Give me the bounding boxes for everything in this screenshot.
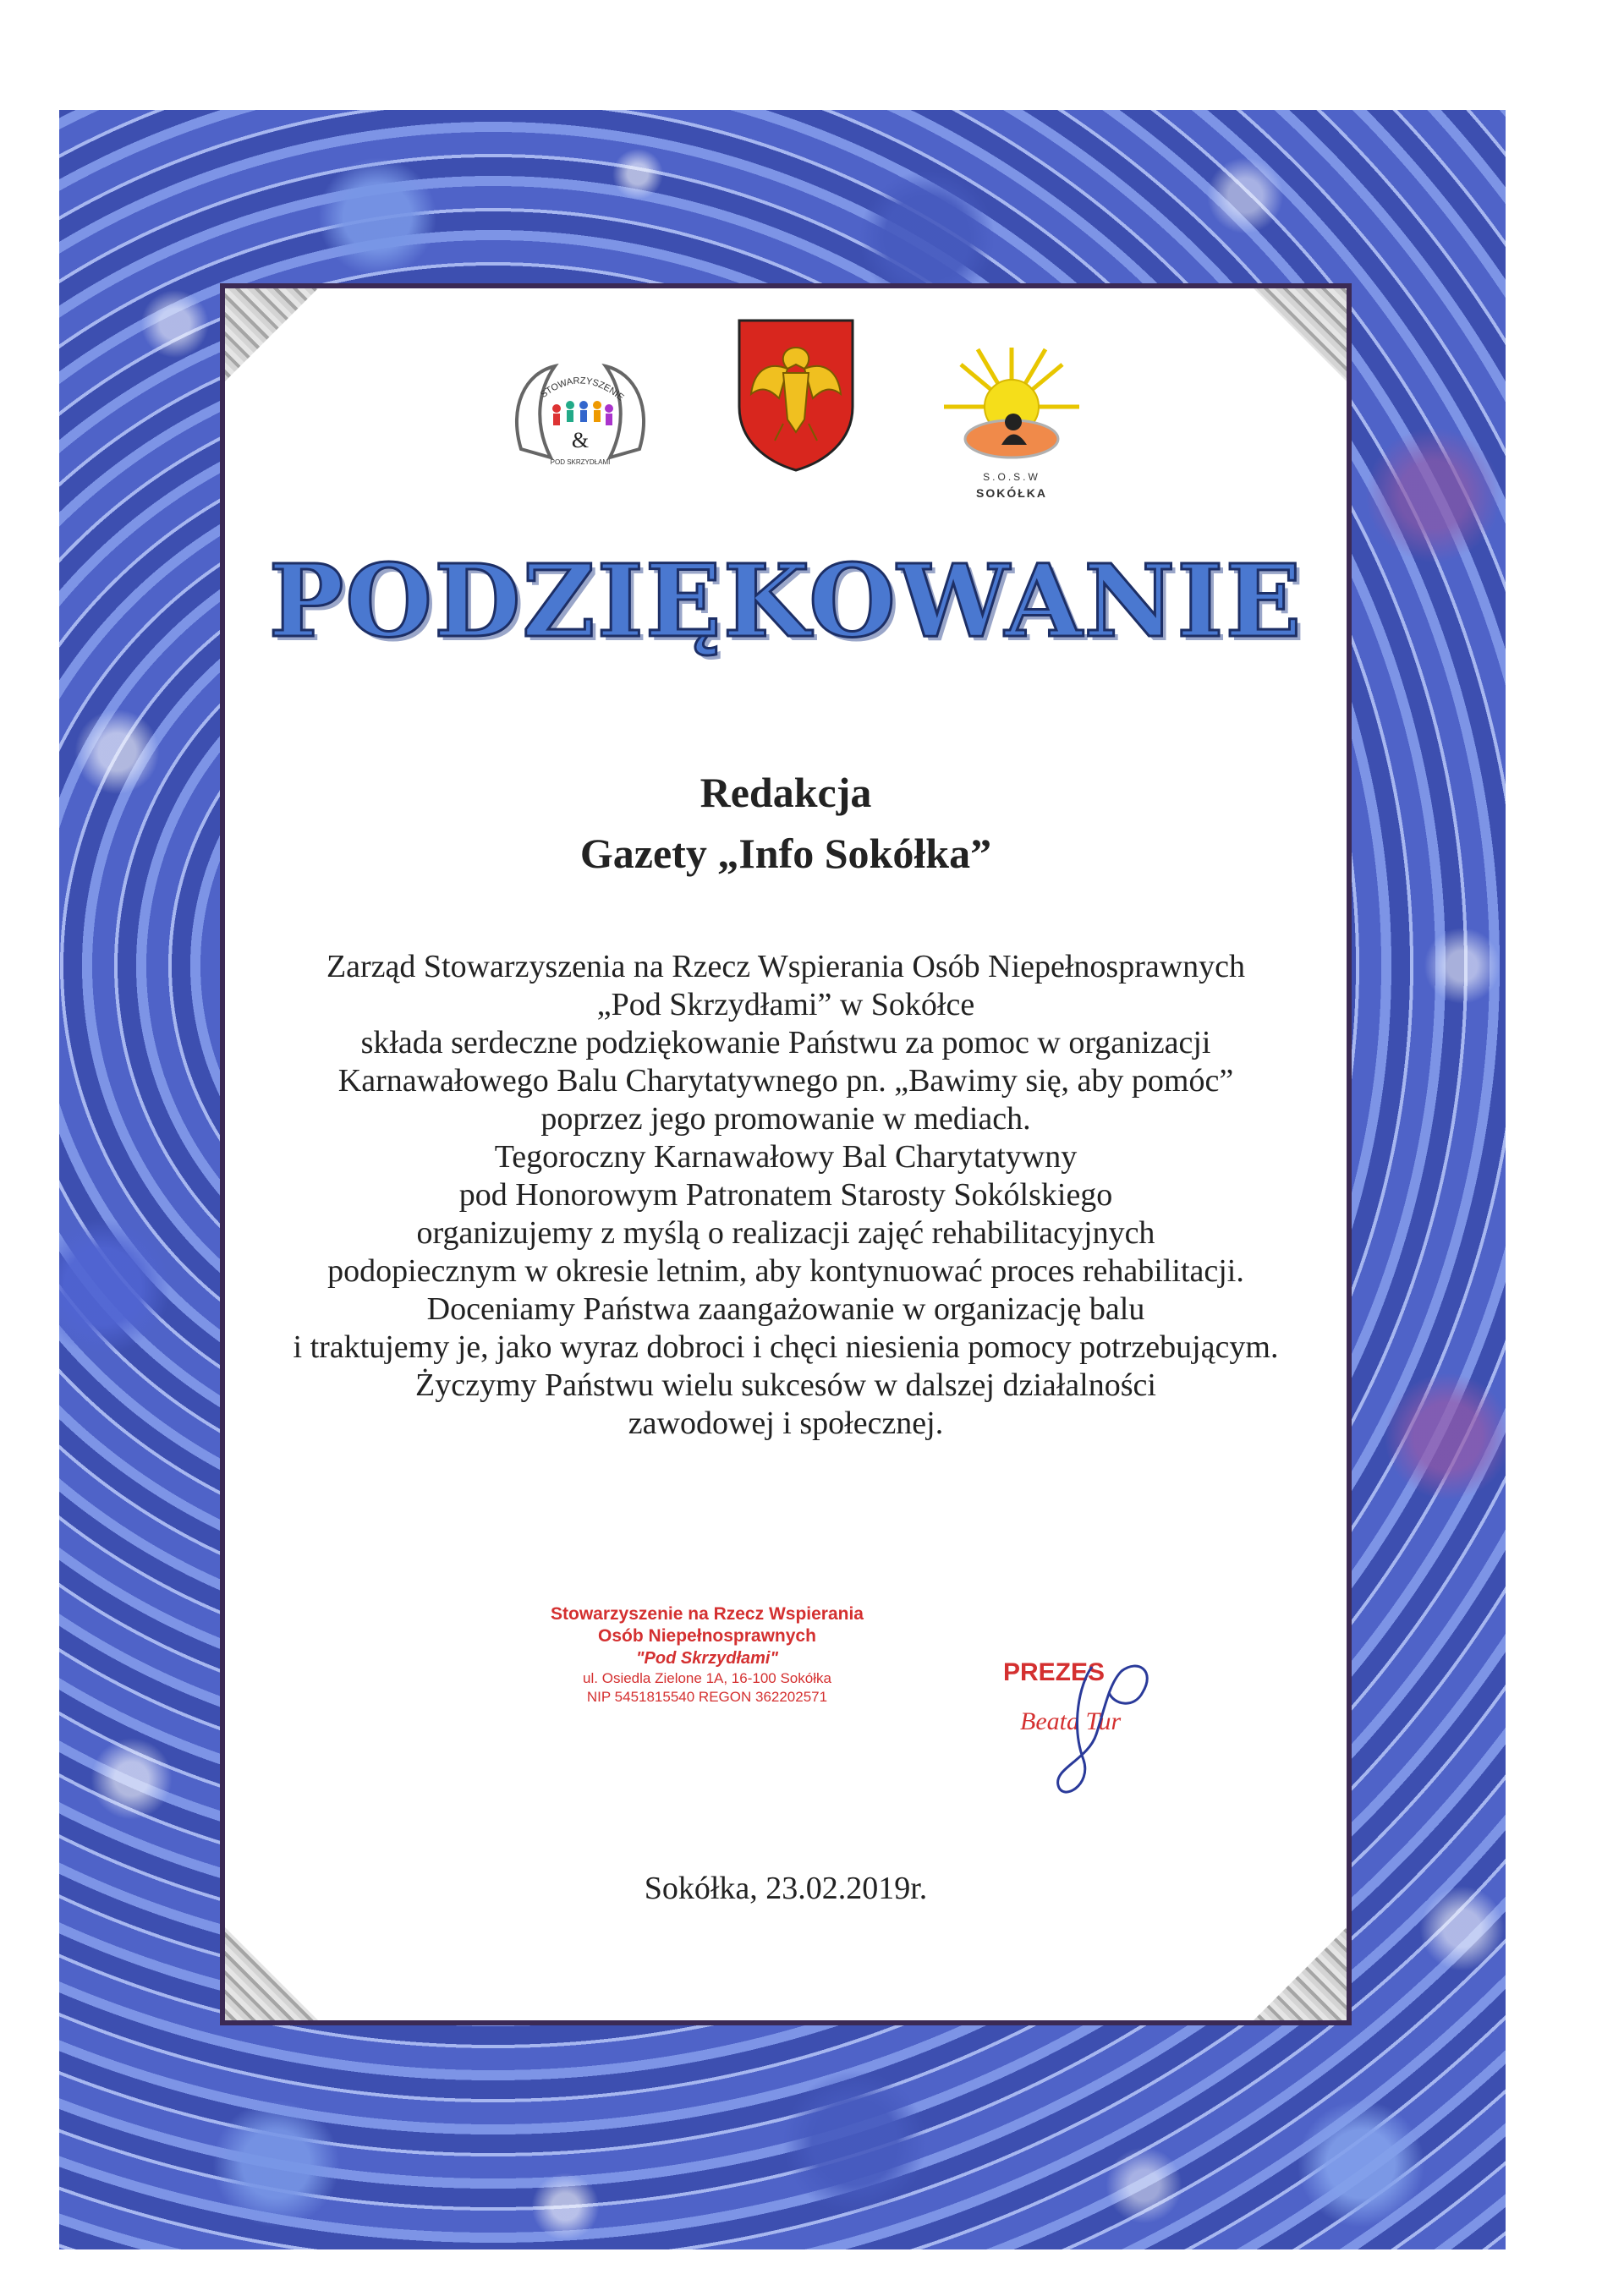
president-signature-block [986, 1641, 1189, 1811]
logo-row [225, 314, 1347, 508]
body-line: pod Honorowym Patronatem Starosty Sokólskiego [458, 1177, 1113, 1213]
recipient-block [225, 762, 1347, 884]
certificate-title: PODZIĘKOWANIE [268, 542, 1303, 660]
stamp-line: NIP 5451815540 REGON 362202571 [586, 1689, 828, 1705]
president-name-stamp: Beata Tur [1020, 1707, 1122, 1735]
sun-logo-top-text: S.O.S.W [983, 471, 1040, 483]
body-line: poprzez jego promowanie w mediach. [540, 1101, 1031, 1137]
recipient-line-1: Redakcja [700, 769, 872, 816]
date-line: Sokółka, 23.02.2019r. [644, 1871, 928, 1906]
body-line: Tegoroczny Karnawałowy Bal Charytatywny [494, 1139, 1078, 1175]
body-line: „Pod Skrzydłami” w Sokółce [596, 987, 975, 1022]
coat-of-arms-eagle-icon [732, 314, 859, 474]
svg-text:POD SKRZYDŁAMI: POD SKRZYDŁAMI [550, 458, 611, 466]
stamp-line: Stowarzyszenie na Rzecz Wspierania [551, 1604, 864, 1624]
association-wings-logo [504, 356, 656, 483]
certificate-panel [220, 283, 1352, 2025]
stamp-line: Osób Niepełnosprawnych [598, 1626, 816, 1646]
organization-stamp [513, 1603, 902, 1707]
svg-text:&: & [571, 428, 590, 452]
sun-icon [935, 339, 1088, 474]
corner-ornament-bottom-left [225, 1927, 318, 2020]
president-title-stamp: PREZES [1003, 1658, 1106, 1686]
body-line: i traktujemy je, jako wyraz dobroci i chęci niesienia pomocy potrzebującym. [293, 1329, 1279, 1365]
handwritten-signature [1012, 1633, 1181, 1811]
body-line: Karnawałowego Balu Charytatywnego pn. „Bawimy się, aby pomóc” [337, 1063, 1234, 1099]
svg-text:STOWARZYSZENIE: STOWARZYSZENIE [538, 375, 626, 403]
stamp-line: "Pod Skrzydłami" [636, 1649, 778, 1668]
body-line: zawodowej i społecznej. [628, 1406, 944, 1441]
body-line: Życzymy Państwu wielu sukcesów w dalszej działalności [415, 1367, 1156, 1403]
sosw-sun-logo [935, 339, 1088, 500]
body-line: organizujemy z myślą o realizacji zajęć rehabilitacyjnych [416, 1215, 1155, 1251]
recipient-line-2: Gazety „Info Sokółka” [579, 830, 992, 877]
body-line: podopiecznym w okresie letnim, aby kontynuować proces rehabilitacji. [327, 1253, 1244, 1289]
certificate-inner [225, 288, 1347, 2020]
body-line: Doceniamy Państwa zaangażowanie w organizację balu [426, 1291, 1145, 1327]
corner-ornament-bottom-right [1254, 1927, 1347, 2020]
stamp-line: ul. Osiedla Zielone 1A, 16-100 Sokółka [583, 1670, 831, 1686]
body-line: Zarząd Stowarzyszenia na Rzecz Wspierania Osób Niepełnosprawnych [326, 949, 1246, 984]
body-text [225, 948, 1347, 1443]
sun-logo-caption: SOKÓŁKA [976, 486, 1047, 500]
body-line: składa serdeczne podziękowanie Państwu za pomoc w organizacji [360, 1025, 1211, 1060]
